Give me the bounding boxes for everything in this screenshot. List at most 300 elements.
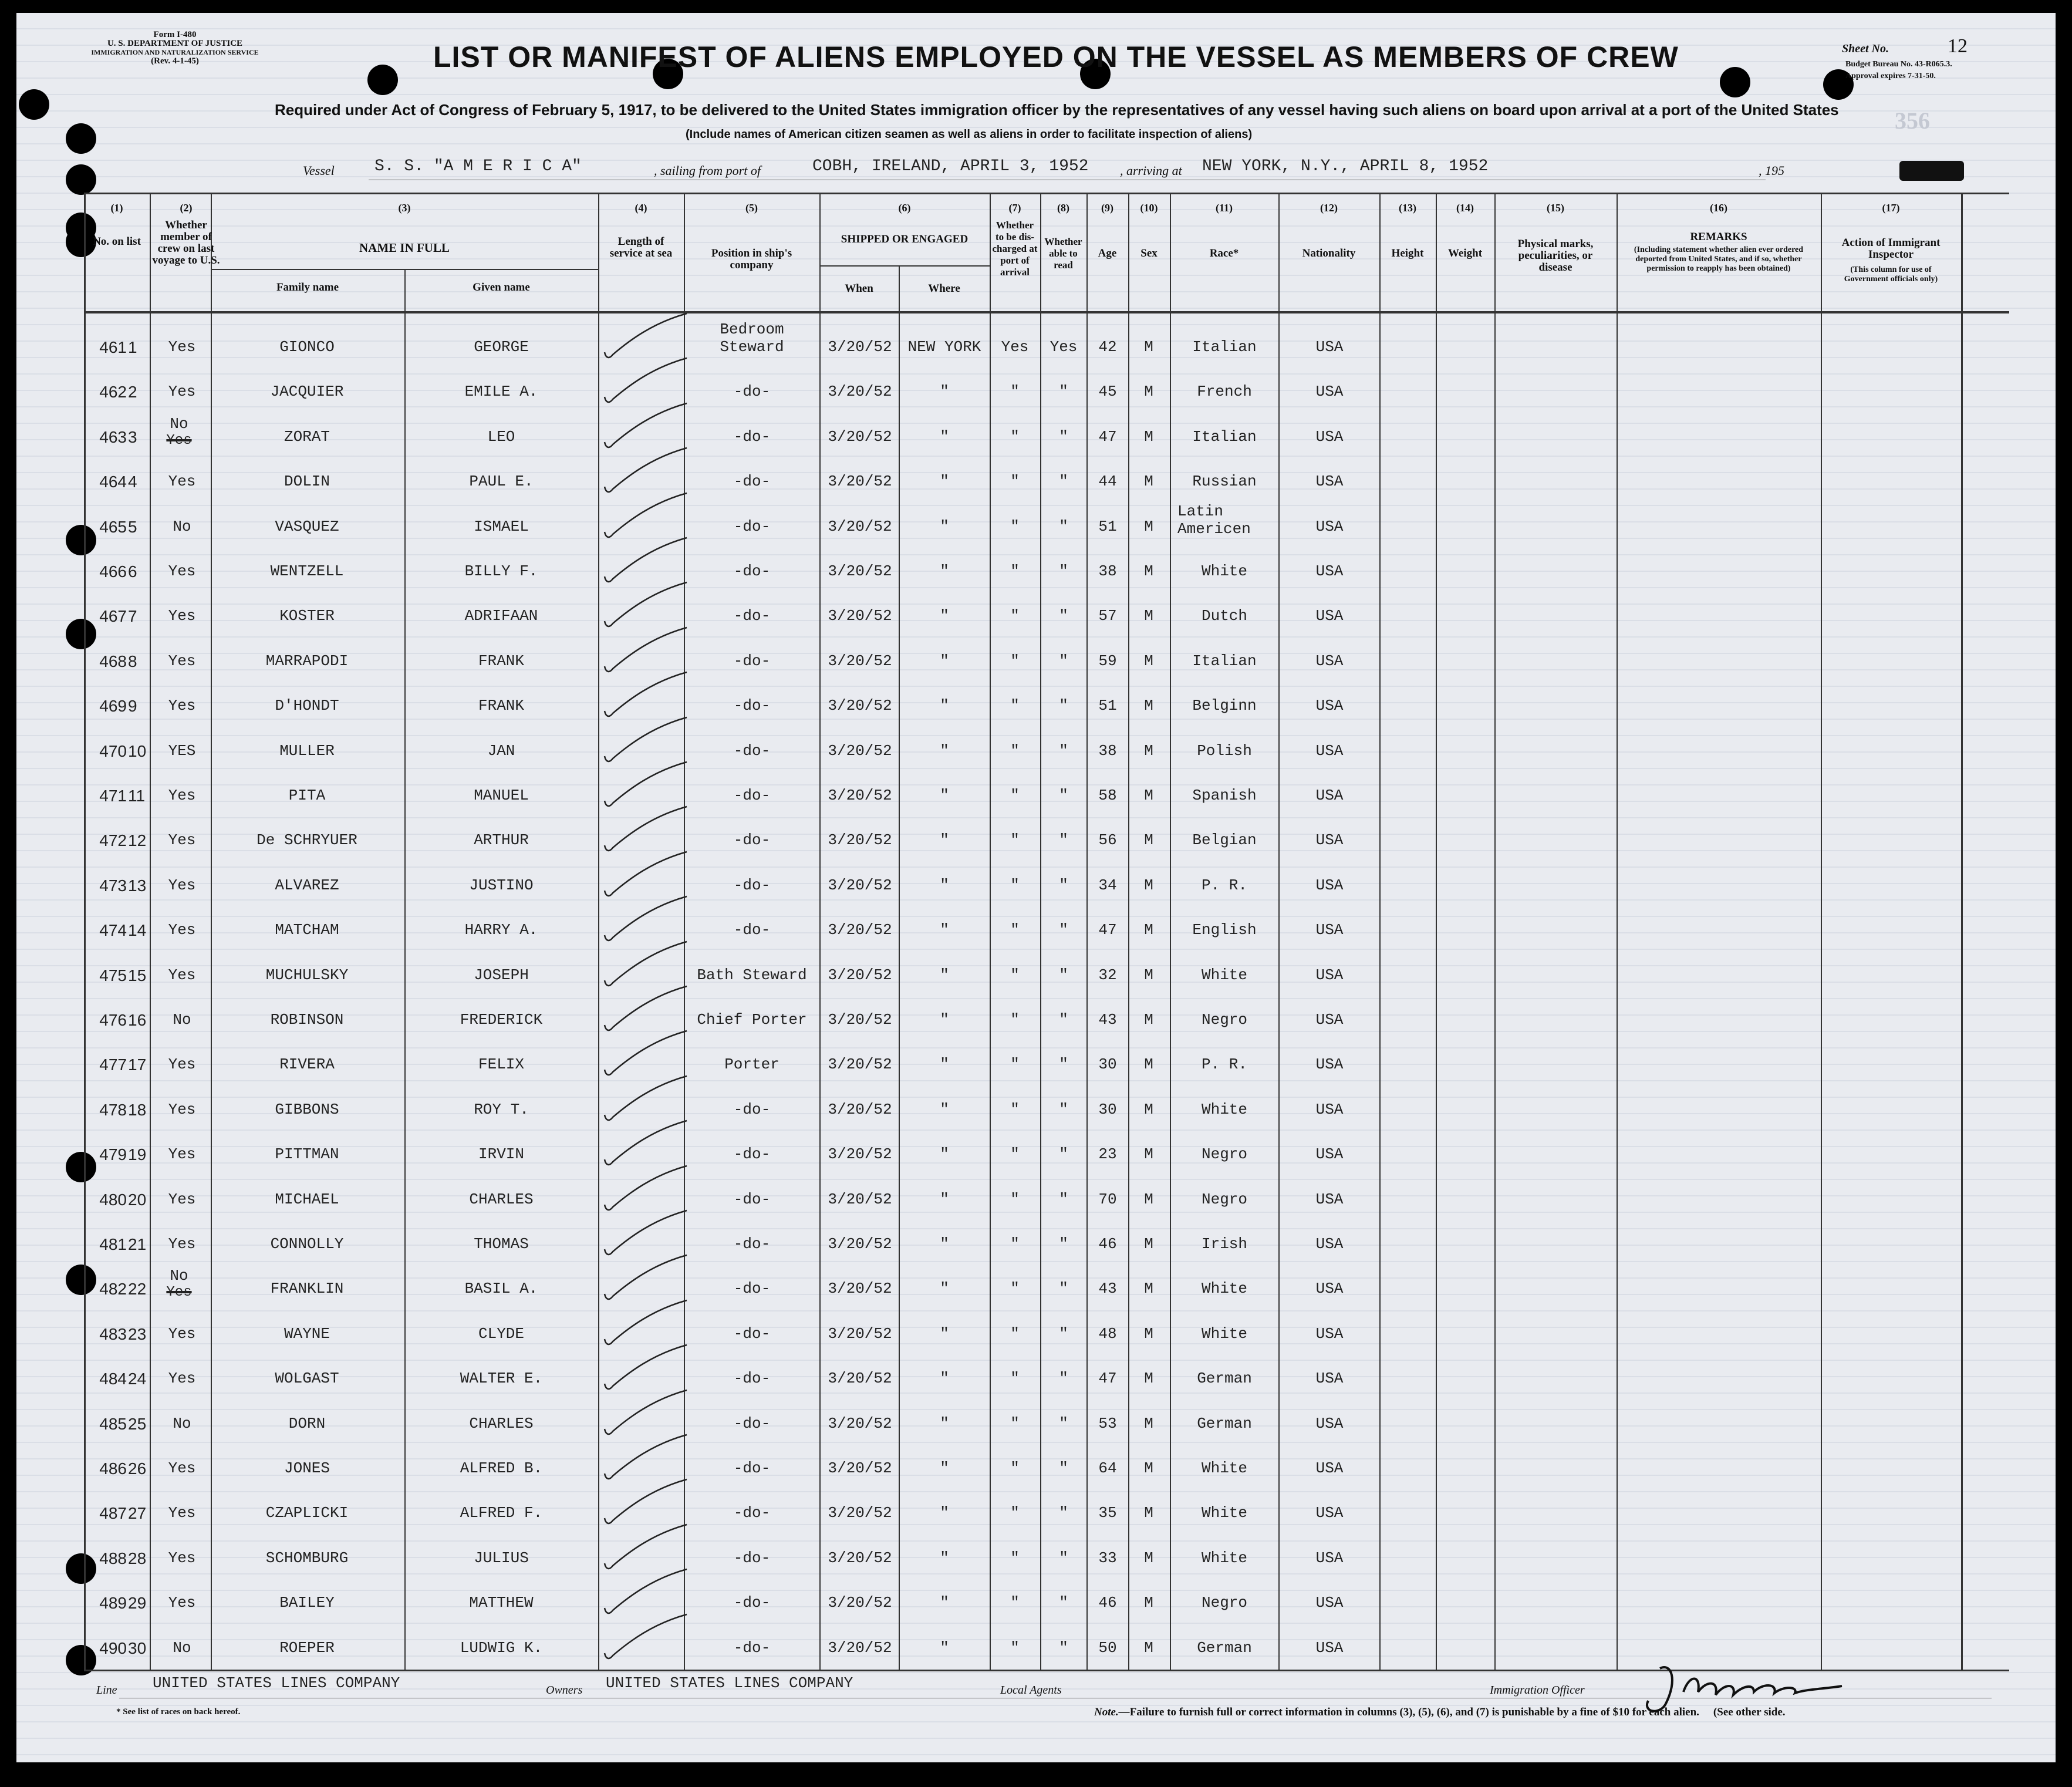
row-family: GIBBONS [275, 1101, 339, 1118]
row-age: 34 [1098, 876, 1117, 894]
row-pos: -do- [733, 1370, 771, 1387]
row-where: " [940, 473, 949, 490]
row-n: 24 [128, 1370, 147, 1388]
row-given: JOSEPH [474, 966, 529, 984]
row-where: " [940, 1056, 949, 1073]
redaction-mark [1899, 161, 1964, 181]
row-pos: -do- [733, 1280, 771, 1297]
row-dis: Yes [1001, 338, 1029, 356]
row-dis: " [1010, 1280, 1020, 1297]
row-sex: M [1144, 518, 1153, 535]
row-age: 58 [1098, 787, 1117, 804]
row-n: 29 [128, 1594, 147, 1612]
row-sex: M [1144, 607, 1153, 625]
row-read: " [1059, 1191, 1068, 1208]
sailing-port: COBH, IRELAND, APRIL 3, 1952 [812, 157, 1089, 176]
col2-num: (2) [180, 202, 193, 214]
row-when: 3/20/52 [828, 921, 892, 939]
row-where: " [940, 1235, 949, 1253]
row-race: Spanish [1192, 787, 1257, 804]
row-where: " [940, 1370, 949, 1387]
row-dis: " [1010, 1370, 1020, 1387]
row-race: German [1197, 1639, 1252, 1657]
row-sex: M [1144, 1370, 1153, 1387]
row-dis: " [1010, 1101, 1020, 1118]
column-divider [404, 269, 406, 1670]
row-sex: M [1144, 876, 1153, 894]
row-nat: USA [1315, 1280, 1344, 1297]
row-race: Belgian [1192, 831, 1257, 849]
row-prev: Yes [166, 1284, 192, 1300]
row-family: SCHOMBURG [265, 1549, 349, 1567]
row-nat: USA [1315, 518, 1344, 535]
row-dis: " [1010, 1191, 1020, 1208]
vessel-name: S. S. "A M E R I C A" [374, 157, 582, 176]
row-when: 3/20/52 [828, 518, 892, 535]
row-where: " [940, 742, 949, 760]
col9-num: (9) [1101, 202, 1113, 214]
row-given: FREDERICK [460, 1011, 543, 1029]
row-where: " [940, 1549, 949, 1567]
row-list: 472 [99, 831, 127, 849]
row-given: ISMAEL [474, 518, 529, 535]
row-family: KOSTER [279, 607, 335, 625]
row-n: 12 [128, 831, 147, 849]
row-when: 3/20/52 [828, 562, 892, 580]
vessel-label: Vessel [303, 163, 335, 178]
row-family: JACQUIER [270, 383, 344, 400]
col17-subheader: (This column for use of Government officials only) [1844, 265, 1938, 284]
row-read: " [1059, 518, 1068, 535]
row-n: 7 [128, 607, 137, 625]
row-where: " [940, 876, 949, 894]
row-race: Italian [1192, 338, 1257, 356]
row-given: JUSTINO [469, 876, 534, 894]
col3-num: (3) [398, 202, 411, 214]
col13-num: (13) [1399, 202, 1416, 214]
row-nat: USA [1315, 1056, 1344, 1073]
row-sex: M [1144, 921, 1153, 939]
punch-hole [19, 89, 49, 120]
row-read: " [1059, 1594, 1068, 1611]
row-nat: USA [1315, 1145, 1344, 1163]
subnote: (Include names of American citizen seamen as well as aliens in order to facilitate inspection of aliens) [686, 128, 1253, 141]
row-prev: Yes [168, 831, 196, 849]
row-sex: M [1144, 831, 1153, 849]
row-dis: " [1010, 652, 1020, 670]
row-dis: " [1010, 1459, 1020, 1477]
row-nat: USA [1315, 607, 1344, 625]
row-when: 3/20/52 [828, 742, 892, 760]
subtitle: Required under Act of Congress of February 5, 1917, to be delivered to the United States immigration officer by the representatives of any vessel having such aliens on board upon arrival at a port of the United States [275, 101, 1839, 119]
row-read: " [1059, 1145, 1068, 1163]
row-dis: " [1010, 383, 1020, 400]
row-sex: M [1144, 1639, 1153, 1657]
page-title: LIST OR MANIFEST OF ALIENS EMPLOYED ON THE VESSEL AS MEMBERS OF CREW [433, 41, 1679, 73]
col10-header: Sex [1140, 247, 1158, 259]
col12-num: (12) [1320, 202, 1338, 214]
row-read: " [1059, 1549, 1068, 1567]
row-race: Negro [1201, 1011, 1247, 1029]
row-pos: -do- [733, 652, 771, 670]
row-sex: M [1144, 697, 1153, 714]
row-prev: Yes [168, 338, 196, 356]
line-label: Line [96, 1684, 117, 1697]
row-pos: -do- [733, 1145, 771, 1163]
row-dis: " [1010, 697, 1020, 714]
row-when: 3/20/52 [828, 1370, 892, 1387]
row-family: De SCHRYUER [257, 831, 357, 849]
row-when: 3/20/52 [828, 966, 892, 984]
row-n: 22 [128, 1280, 147, 1298]
row-pos: -do- [733, 1594, 771, 1611]
row-dis: " [1010, 1145, 1020, 1163]
row-prev: Yes [168, 1101, 196, 1118]
row-where: NEW YORK [907, 338, 981, 356]
row-prev: Yes [168, 1549, 196, 1567]
row-where: " [940, 1504, 949, 1522]
row-sex: M [1144, 1056, 1153, 1073]
row-prev: No [173, 1639, 191, 1657]
row-given: GEORGE [474, 338, 529, 356]
row-given: ROY T. [474, 1101, 529, 1118]
row-nat: USA [1315, 1325, 1344, 1343]
col3-header: NAME IN FULL [359, 241, 450, 255]
row-age: 47 [1098, 921, 1117, 939]
row-read: " [1059, 428, 1068, 446]
col5-header: Position in ship's company [711, 247, 792, 271]
row-prev: Yes [168, 1459, 196, 1477]
row-n: 3 [128, 428, 137, 446]
row-where: " [940, 1191, 949, 1208]
row-race: Italian [1192, 652, 1257, 670]
row-age: 51 [1098, 697, 1117, 714]
arriving-port: NEW YORK, N.Y., APRIL 8, 1952 [1202, 157, 1489, 176]
col7-num: (7) [1008, 202, 1021, 214]
row-race: Dutch [1201, 607, 1247, 625]
row-race: P. R. [1201, 1056, 1247, 1073]
row-read: " [1059, 1370, 1068, 1387]
row-family: DOLIN [284, 473, 330, 490]
owners-label: Owners [546, 1684, 583, 1697]
row-where: " [940, 1639, 949, 1657]
col1-header: No. on list [93, 235, 141, 248]
row-family: DORN [288, 1415, 326, 1432]
row-pos: -do- [733, 1415, 771, 1432]
row-when: 3/20/52 [828, 1594, 892, 1611]
row-age: 56 [1098, 831, 1117, 849]
row-prev: Yes [168, 607, 196, 625]
row-family: MICHAEL [275, 1191, 339, 1208]
row-family: ROBINSON [270, 1011, 344, 1029]
row-sex: M [1144, 1101, 1153, 1118]
row-age: 30 [1098, 1056, 1117, 1073]
row-given: FRANK [478, 652, 524, 670]
row-given: PAUL E. [469, 473, 534, 490]
row-sex: M [1144, 1145, 1153, 1163]
row-n: 23 [128, 1325, 147, 1343]
row-n: 4 [128, 473, 137, 491]
row-given: JULIUS [474, 1549, 529, 1567]
row-when: 3/20/52 [828, 787, 892, 804]
row-given: HARRY A. [464, 921, 538, 939]
row-sex: M [1144, 1011, 1153, 1029]
row-race: Irish [1201, 1235, 1247, 1253]
row-n: 8 [128, 652, 137, 670]
sailing-label: , sailing from port of [654, 163, 761, 178]
col8-num: (8) [1057, 202, 1069, 214]
row-given: IRVIN [478, 1145, 524, 1163]
officer-label: Immigration Officer [1490, 1684, 1585, 1697]
row-prev: YES [168, 742, 196, 760]
row-read: " [1059, 1280, 1068, 1297]
row-where: " [940, 518, 949, 535]
row-where: " [940, 607, 949, 625]
row-prev: Yes [168, 473, 196, 490]
row-pos: -do- [733, 876, 771, 894]
row-where: " [940, 652, 949, 670]
row-list: 483 [99, 1325, 127, 1343]
col1-num: (1) [110, 202, 123, 214]
row-prev: Yes [168, 1370, 196, 1387]
row-age: 50 [1098, 1639, 1117, 1657]
punch-hole [66, 164, 96, 195]
row-list: 468 [99, 652, 127, 670]
row-read: " [1059, 876, 1068, 894]
row-family: D'HONDT [275, 697, 339, 714]
row-given: ALFRED B. [460, 1459, 543, 1477]
row-nat: USA [1315, 1504, 1344, 1522]
column-divider [1494, 193, 1496, 1670]
row-when: 3/20/52 [828, 831, 892, 849]
row-race: White [1201, 1549, 1247, 1567]
row-sex: M [1144, 1191, 1153, 1208]
col16-num: (16) [1710, 202, 1727, 214]
row-age: 53 [1098, 1415, 1117, 1432]
row-pos: -do- [733, 787, 771, 804]
row-when: 3/20/52 [828, 1145, 892, 1163]
row-race: Negro [1201, 1145, 1247, 1163]
row-family: MARRAPODI [265, 652, 349, 670]
row-prev: Yes [168, 876, 196, 894]
col12-header: Nationality [1302, 247, 1356, 259]
row-nat: USA [1315, 876, 1344, 894]
year-label: , 195 [1759, 163, 1784, 178]
row-list: 466 [99, 562, 127, 581]
row-race: White [1201, 1101, 1247, 1118]
row-nat: USA [1315, 338, 1344, 356]
row-pos: -do- [733, 562, 771, 580]
row-pos: -do- [733, 921, 771, 939]
row-nat: USA [1315, 1370, 1344, 1387]
row-n: 21 [128, 1235, 147, 1253]
row-prev: Yes [168, 1594, 196, 1611]
row-race: Americen [1177, 520, 1251, 538]
row-list: 479 [99, 1145, 127, 1164]
row-given: JAN [487, 742, 515, 760]
row-read: " [1059, 607, 1068, 625]
row-where: " [940, 562, 949, 580]
row-given: ADRIFAAN [464, 607, 538, 625]
budget-no: Budget Bureau No. 43-R065.3. [1845, 60, 1952, 69]
row-family: MATCHAM [275, 921, 339, 939]
row-when: 3/20/52 [828, 473, 892, 490]
row-age: 35 [1098, 1504, 1117, 1522]
row-list: 489 [99, 1594, 127, 1612]
row-read: " [1059, 1415, 1068, 1432]
row-read: " [1059, 1235, 1068, 1253]
row-prev: Yes [168, 697, 196, 714]
form-info [87, 31, 263, 66]
row-age: 70 [1098, 1191, 1117, 1208]
col9-header: Age [1098, 247, 1117, 259]
row-n: 19 [128, 1145, 147, 1164]
row-where: " [940, 697, 949, 714]
row-pos: -do- [733, 383, 771, 400]
row-where: " [940, 1011, 949, 1029]
row-dis: " [1010, 562, 1020, 580]
col3b-header: Given name [473, 281, 530, 294]
column-divider [1170, 193, 1171, 1670]
row-sex: M [1144, 383, 1153, 400]
row-family: ROEPER [279, 1639, 335, 1657]
row-family: RIVERA [279, 1056, 335, 1073]
row-family: PITA [288, 787, 326, 804]
col6-num: (6) [898, 202, 911, 214]
punch-hole [367, 65, 398, 95]
row-prev: Yes [168, 1325, 196, 1343]
row-age: 33 [1098, 1549, 1117, 1567]
row-dis: " [1010, 1594, 1020, 1611]
row-read: " [1059, 1325, 1068, 1343]
row-nat: USA [1315, 697, 1344, 714]
races-note: * See list of races on back hereof. [116, 1707, 241, 1717]
col6b-header: Where [928, 282, 960, 295]
row-pos: -do- [733, 1235, 771, 1253]
col4-num: (4) [635, 202, 647, 214]
row-race: White [1201, 1280, 1247, 1297]
row-read: " [1059, 1011, 1068, 1029]
row-age: 64 [1098, 1459, 1117, 1477]
row-read: " [1059, 1056, 1068, 1073]
row-list: 484 [99, 1370, 127, 1388]
col6a-header: When [845, 282, 873, 295]
row-race: White [1201, 1459, 1247, 1477]
row-n: 2 [128, 383, 137, 401]
row-list: 462 [99, 383, 127, 401]
row-family: WAYNE [284, 1325, 330, 1343]
col17-header: Action of Immigrant Inspector [1841, 237, 1941, 261]
row-n: 14 [128, 921, 147, 939]
row-nat: USA [1315, 921, 1344, 939]
other-side-note: (See other side. [1713, 1706, 1786, 1718]
row-nat: USA [1315, 831, 1344, 849]
row-given: MANUEL [474, 787, 529, 804]
row-list: 482 [99, 1280, 127, 1298]
row-nat: USA [1315, 1235, 1344, 1253]
row-race: German [1197, 1370, 1252, 1387]
row-age: 51 [1098, 518, 1117, 535]
row-prev: Yes [168, 383, 196, 400]
row-when: 3/20/52 [828, 1549, 892, 1567]
row-given: ALFRED F. [460, 1504, 543, 1522]
row-list: 481 [99, 1235, 127, 1253]
row-given: LUDWIG K. [460, 1639, 543, 1657]
row-n: 11 [128, 787, 146, 805]
row-given: CLYDE [478, 1325, 524, 1343]
row-when: 3/20/52 [828, 1101, 892, 1118]
row-family: ALVAREZ [275, 876, 339, 894]
row-race: Italian [1192, 428, 1257, 446]
row-n: 20 [128, 1191, 147, 1209]
row-pos: -do- [733, 518, 771, 535]
stamp-number: 356 [1895, 107, 1930, 134]
row-family: BAILEY [279, 1594, 335, 1611]
row-dis: " [1010, 1325, 1020, 1343]
row-where: " [940, 1145, 949, 1163]
row-pos: -do- [733, 1325, 771, 1343]
row-where: " [940, 1594, 949, 1611]
row-nat: USA [1315, 428, 1344, 446]
fine-note [1094, 1706, 1786, 1719]
row-pos: -do- [733, 1191, 771, 1208]
row-when: 3/20/52 [828, 1504, 892, 1522]
row-when: 3/20/52 [828, 876, 892, 894]
row-list: 465 [99, 518, 127, 536]
row-given: BILLY F. [464, 562, 538, 580]
row-family: WENTZELL [270, 562, 344, 580]
col6-header: SHIPPED OR ENGAGED [841, 233, 968, 245]
row-family: CZAPLICKI [265, 1504, 349, 1522]
col7-header: Whether to be dis-charged at port of arrival [992, 220, 1038, 278]
row-nat: USA [1315, 383, 1344, 400]
row-list: 475 [99, 966, 127, 984]
row-sex: M [1144, 1280, 1153, 1297]
row-nat: USA [1315, 473, 1344, 490]
row-sex: M [1144, 966, 1153, 984]
row-read: " [1059, 697, 1068, 714]
row-list: 474 [99, 921, 127, 939]
row-nat: USA [1315, 1594, 1344, 1611]
punch-hole [1720, 67, 1750, 97]
row-when: 3/20/52 [828, 1325, 892, 1343]
row-prev: No [170, 1267, 188, 1284]
note-text: Failure to furnish full or correct information in columns (3), (5), (6), and (7) is punishable by a fine of $10 for each alien. [1129, 1706, 1699, 1718]
row-pos: -do- [733, 697, 771, 714]
manifest-sheet [16, 13, 2056, 1762]
col10-num: (10) [1140, 202, 1158, 214]
row-pos: Porter [724, 1056, 779, 1073]
agents-label: Local Agents [1000, 1684, 1062, 1697]
col3a-header: Family name [276, 281, 339, 294]
row-race: Russian [1192, 473, 1257, 490]
row-where: " [940, 1325, 949, 1343]
row-n: 13 [128, 876, 147, 895]
row-read: " [1059, 787, 1068, 804]
row-race: White [1201, 562, 1247, 580]
row-n: 1 [128, 338, 137, 356]
row-pos: Steward [720, 338, 784, 356]
row-age: 57 [1098, 607, 1117, 625]
col14-header: Weight [1447, 247, 1483, 259]
row-list: 473 [99, 876, 127, 895]
row-given: THOMAS [474, 1235, 529, 1253]
row-given: WALTER E. [460, 1370, 543, 1387]
row-where: " [940, 1280, 949, 1297]
row-read: Yes [1050, 338, 1078, 356]
row-list: 470 [99, 742, 127, 760]
row-prev: Yes [168, 966, 196, 984]
